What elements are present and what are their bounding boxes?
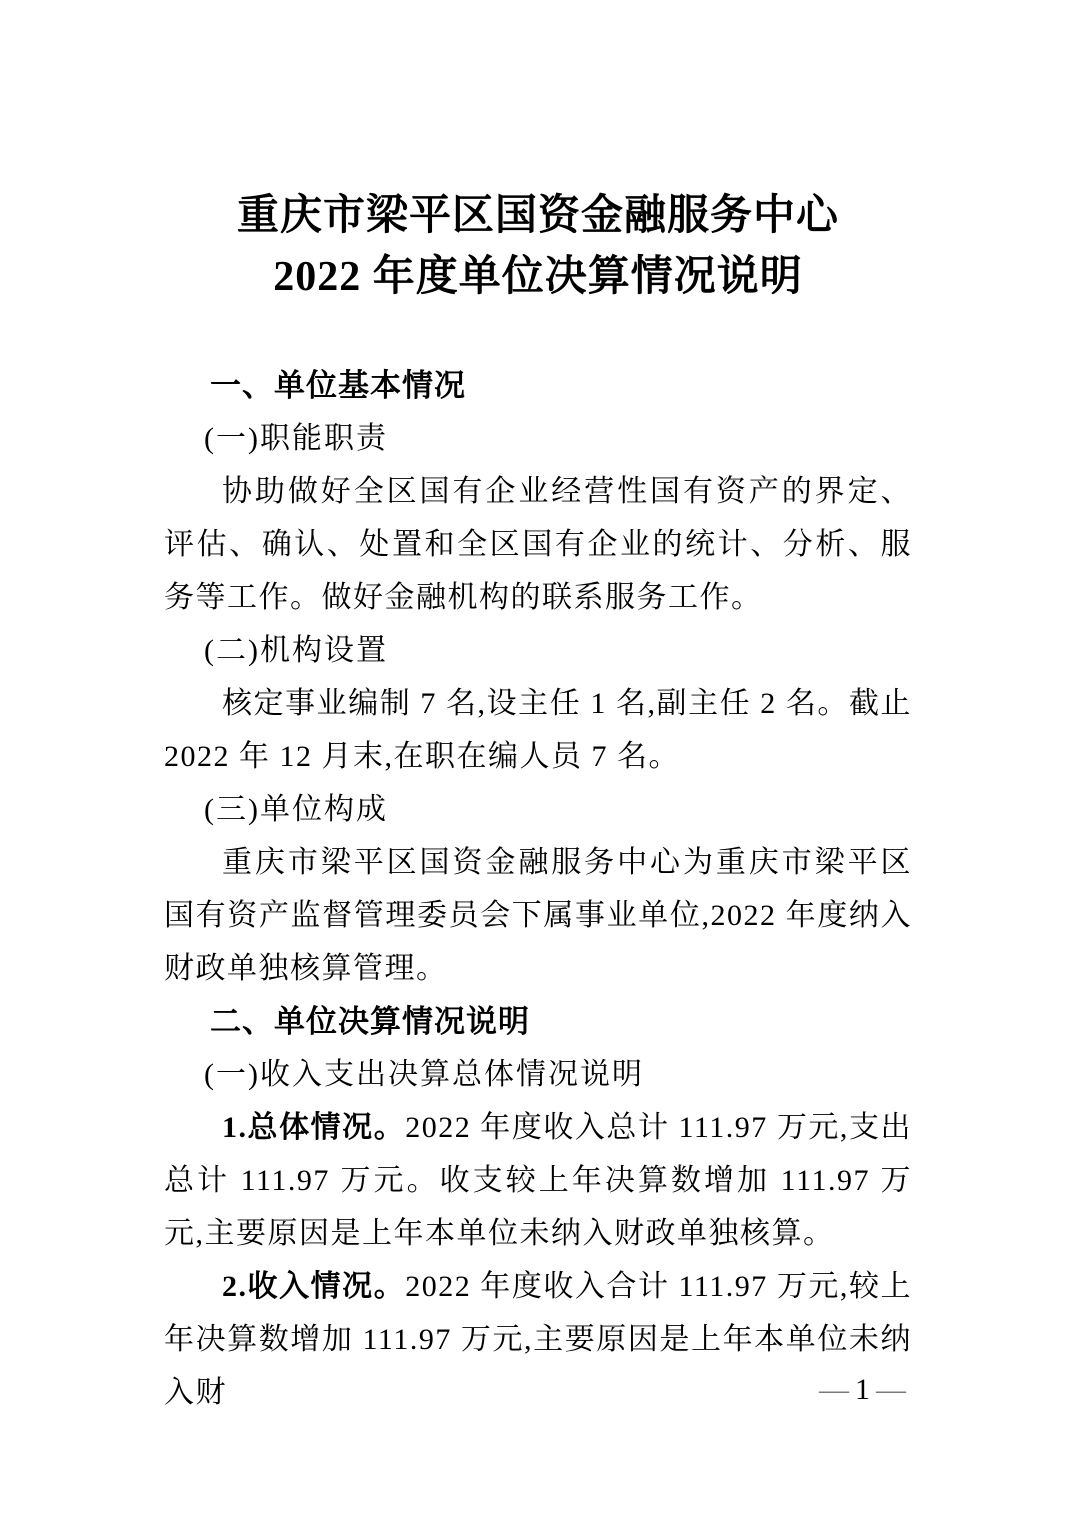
page-number-left-dash: — bbox=[819, 1373, 849, 1406]
section-1-3-heading-composition: (三)单位构成 bbox=[204, 793, 388, 826]
document-title-line-1: 重庆市梁平区国资金融服务中心 bbox=[236, 193, 839, 239]
section-2-heading: 二、单位决算情况说明 bbox=[210, 1004, 530, 1039]
section-2-1-heading-budget-overview: (一)收入支出决算总体情况说明 bbox=[204, 1058, 644, 1091]
document-title bbox=[164, 0, 912, 308]
paragraph-duties: 协助做好全区国有企业经营性国有资产的界定、评估、确认、处置和全区国有企业的统计、分析、服务等工作。做好金融机构的联系服务工作。 bbox=[164, 475, 912, 614]
paragraph-overall-situation bbox=[164, 1101, 912, 1260]
paragraph-overall-situation-lead: 1.总体情况。 bbox=[222, 1111, 406, 1144]
paragraph-income-situation-text: 2022 年度收入合计 111.97 万元,较上年决算数增加 111.97 万元,主要原因是上年本单位未纳入财 bbox=[164, 1270, 912, 1409]
document-title-line-2: 2022 年度单位决算情况说明 bbox=[273, 254, 803, 300]
page-number-right-dash: — bbox=[876, 1373, 906, 1406]
paragraph-organization: 核定事业编制 7 名,设主任 1 名,副主任 2 名。截止 2022 年 12 月末,在职在编人员 7 名。 bbox=[164, 687, 912, 773]
paragraph-composition: 重庆市梁平区国资金融服务中心为重庆市梁平区国有资产监督管理委员会下属事业单位,2022 年度纳入财政单独核算管理。 bbox=[164, 846, 912, 985]
paragraph-overall-situation-text: 2022 年度收入总计 111.97 万元,支出总计 111.97 万元。收支较上年决算数增加 111.97 万元,主要原因是上年本单位未纳入财政单独核算。 bbox=[164, 1111, 912, 1250]
document-content bbox=[164, 0, 912, 1419]
page-number bbox=[813, 1372, 912, 1408]
page-number-value: 1 bbox=[855, 1373, 870, 1406]
paragraph-income-situation bbox=[164, 1260, 912, 1419]
section-1-heading: 一、单位基本情况 bbox=[210, 368, 466, 403]
section-1-1-heading-duties: (一)职能职责 bbox=[204, 422, 388, 455]
paragraph-income-situation-lead: 2.收入情况。 bbox=[222, 1270, 406, 1303]
section-1-2-heading-organization: (二)机构设置 bbox=[204, 634, 388, 667]
